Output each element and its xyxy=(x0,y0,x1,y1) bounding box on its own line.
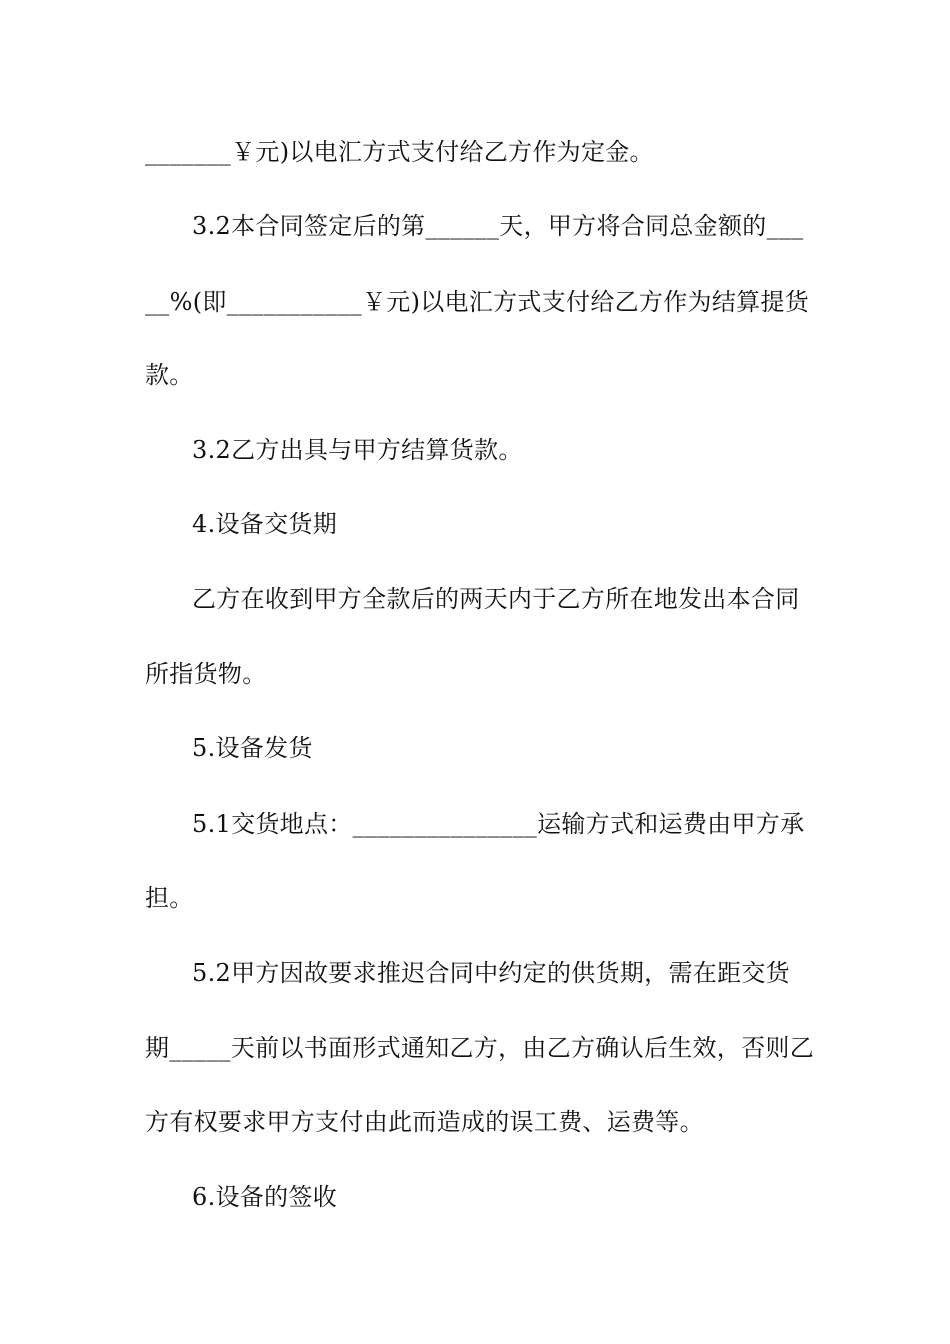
paragraph-line: 期_____天前以书面形式通知乙方，由乙方确认后生效，否则乙 xyxy=(145,1034,814,1062)
paragraph-line: __%(即___________￥元)以电汇方式支付给乙方作为结算提货 xyxy=(145,288,810,316)
paragraph-line: _______￥元)以电汇方式支付给乙方作为定金。 xyxy=(145,138,654,166)
paragraph-line: 3.2本合同签定后的第______天，甲方将合同总金额的___ xyxy=(192,212,804,240)
paragraph-line: 款。 xyxy=(145,361,194,389)
paragraph-line: 所指货物。 xyxy=(145,660,267,688)
section-heading: 6.设备的签收 xyxy=(192,1183,337,1211)
section-heading: 4.设备交货期 xyxy=(192,510,337,538)
section-heading: 5.设备发货 xyxy=(192,734,313,762)
paragraph-line: 乙方在收到甲方全款后的两天内于乙方所在地发出本合同 xyxy=(192,585,800,613)
paragraph-line: 5.2甲方因故要求推迟合同中约定的供货期，需在距交货 xyxy=(192,959,790,987)
paragraph-line: 5.1交货地点：_______________运输方式和运费由甲方承 xyxy=(192,810,805,838)
paragraph-line: 方有权要求甲方支付由此而造成的误工费、运费等。 xyxy=(145,1108,704,1136)
paragraph-line: 3.2乙方出具与甲方结算货款。 xyxy=(192,436,523,464)
paragraph-line: 担。 xyxy=(145,884,194,912)
